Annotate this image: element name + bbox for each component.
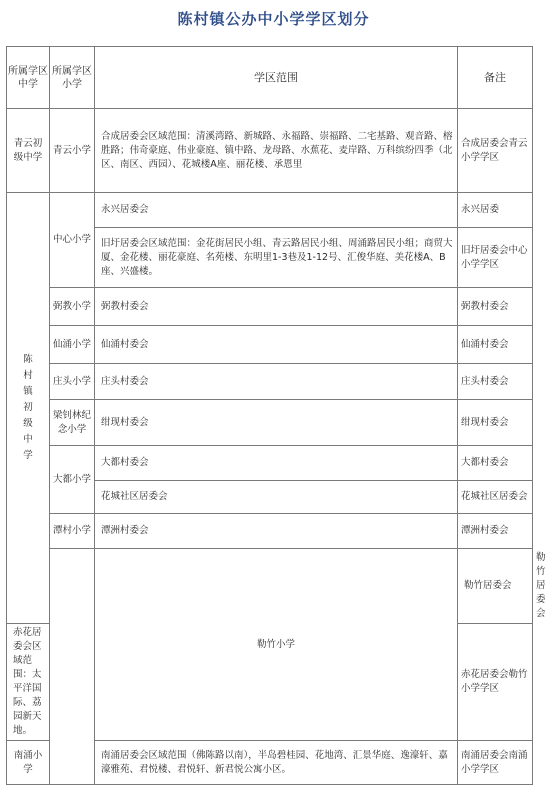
page-title: 陈村镇公办中小学学区划分 — [177, 10, 370, 28]
scope-cell: 南涌居委会区域范围（佛陈路以南），半岛碧桂园、花地湾、汇景华庭、逸濠轩、嘉濠雅苑、君悦楼、君悦轩、新君悦公寓小区。 — [95, 741, 458, 785]
table-row: 勒竹小学 勒竹居委会 勒竹居委会 — [7, 549, 533, 624]
primary-school-cell: 南涌小学 — [7, 741, 50, 785]
header-primary-school: 所属学区小学 — [50, 47, 95, 109]
school-district-table — [6, 46, 546, 785]
table-header-row — [7, 47, 533, 109]
scope-cell: 勒竹居委会 — [458, 549, 533, 624]
table-row — [7, 109, 533, 193]
note-cell: 花城社区居委会 — [458, 481, 533, 514]
note-cell: 绀现村委会 — [458, 400, 533, 446]
scope-cell: 绀现村委会 — [95, 400, 458, 446]
primary-school-cell: 大都小学 — [50, 446, 95, 514]
table-row — [7, 193, 533, 228]
note-cell: 南涌居委会南涌小学学区 — [458, 741, 533, 785]
primary-school-cell: 勒竹小学 — [95, 549, 458, 741]
primary-school-cell: 弼教小学 — [50, 288, 95, 326]
scope-cell: 弼教村委会 — [95, 288, 458, 326]
middle-school-cell: 陈村镇初级中学 — [7, 193, 50, 624]
table-row — [7, 400, 533, 446]
primary-school-cell: 庄头小学 — [50, 364, 95, 400]
table-row — [7, 326, 533, 364]
note-cell: 赤花居委会勒竹小学学区 — [458, 624, 533, 741]
table-row — [7, 288, 533, 326]
note-cell: 弼教村委会 — [458, 288, 533, 326]
primary-school-cell: 仙涌小学 — [50, 326, 95, 364]
header-note: 备注 — [458, 47, 533, 109]
scope-cell: 花城社区居委会 — [95, 481, 458, 514]
note-cell: 旧圩居委会中心小学学区 — [458, 228, 533, 288]
primary-school-cell: 青云小学 — [50, 109, 95, 193]
scope-cell: 永兴居委会 — [95, 193, 458, 228]
table-row — [7, 364, 533, 400]
note-cell: 永兴居委 — [458, 193, 533, 228]
scope-cell: 仙涌村委会 — [95, 326, 458, 364]
note-cell: 庄头村委会 — [458, 364, 533, 400]
scope-cell: 潭洲村委会 — [95, 514, 458, 549]
note-cell: 仙涌村委会 — [458, 326, 533, 364]
primary-school-cell: 中心小学 — [50, 193, 95, 288]
scope-cell: 庄头村委会 — [95, 364, 458, 400]
scope-cell: 旧圩居委会区域范围：金花街居民小组、青云路居民小组、周涌路居民小组；商贸大厦、金花楼、丽花豪庭、名苑楼、东明里1-3巷及1-12号、汇俊华庭、美花楼A、B座、兴盛楼。 — [95, 228, 458, 288]
header-middle-school: 所属学区中学 — [7, 47, 50, 109]
note-cell: 合成居委会青云小学学区 — [458, 109, 533, 193]
table-row — [7, 446, 533, 481]
middle-school-cell — [50, 549, 95, 785]
scope-cell: 合成居委会区域范围：清溪湾路、新城路、永福路、崇福路、二宅基路、观音路、榕胜路；伟奇豪庭、伟业豪庭、镇中路、龙母路、水蕉花、麦岸路、万科缤纷四季（北区、南区、西园）、花城楼A座、丽花楼、承恩里 — [95, 109, 458, 193]
note-cell: 大都村委会 — [458, 446, 533, 481]
primary-school-cell: 潭村小学 — [50, 514, 95, 549]
note-cell: 潭洲村委会 — [458, 514, 533, 549]
scope-cell: 赤花居委会区域范围：太平洋国际、荔园新天地。 — [7, 624, 50, 741]
table-row — [7, 514, 533, 549]
scope-cell: 大都村委会 — [95, 446, 458, 481]
primary-school-cell: 梁钊林纪念小学 — [50, 400, 95, 446]
header-scope: 学区范围 — [95, 47, 458, 109]
middle-school-cell: 青云初级中学 — [7, 109, 50, 193]
